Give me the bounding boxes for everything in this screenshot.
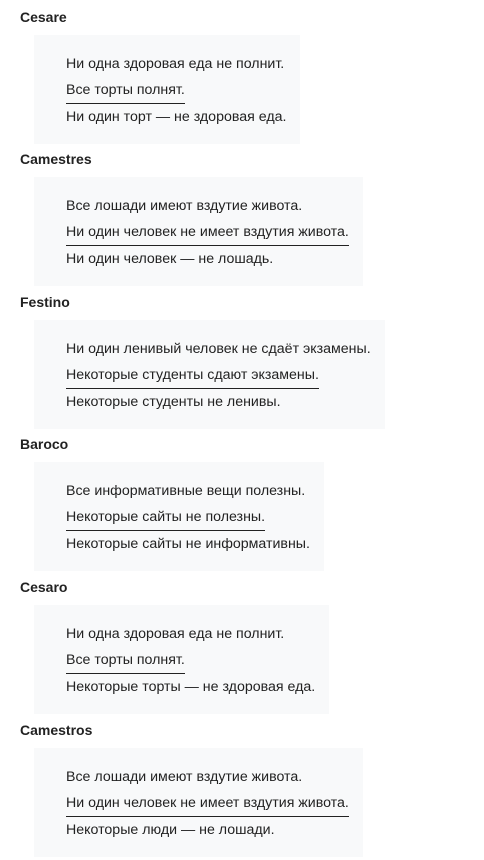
conclusion: Некоторые сайты не информативны. bbox=[66, 536, 310, 552]
premise-major: Ни одна здоровая еда не полнит. bbox=[66, 56, 285, 72]
syllogism-cesare bbox=[20, 8, 300, 144]
premise-minor: Все торты полнят. bbox=[66, 647, 185, 674]
syllogism-title: Baroco bbox=[20, 436, 69, 452]
syllogism-box bbox=[34, 462, 324, 571]
conclusion: Ни один человек — не лошадь. bbox=[66, 251, 274, 267]
premise-minor: Ни один человек не имеет вздутия живота. bbox=[66, 790, 349, 817]
syllogism-festino bbox=[20, 293, 385, 429]
syllogism-title: Festino bbox=[20, 294, 70, 310]
premise-major: Ни один ленивый человек не сдаёт экзамены. bbox=[66, 341, 371, 357]
syllogism-box bbox=[34, 35, 300, 144]
premise-major: Все информативные вещи полезны. bbox=[66, 483, 306, 499]
syllogism-cesaro bbox=[20, 578, 329, 714]
syllogism-camestres bbox=[20, 150, 363, 286]
syllogism-box bbox=[34, 748, 363, 857]
syllogism-box bbox=[34, 605, 329, 714]
conclusion: Некоторые торты — не здоровая еда. bbox=[66, 679, 316, 695]
syllogism-camestros bbox=[20, 721, 363, 857]
syllogism-title: Camestros bbox=[20, 722, 93, 738]
syllogism-title: Camestres bbox=[20, 151, 92, 167]
premise-minor: Некоторые студенты сдают экзамены. bbox=[66, 362, 319, 389]
syllogism-title: Cesaro bbox=[20, 579, 68, 595]
syllogism-title: Cesare bbox=[20, 9, 67, 25]
premise-major: Ни одна здоровая еда не полнит. bbox=[66, 626, 285, 642]
conclusion: Некоторые студенты не ленивы. bbox=[66, 394, 281, 410]
conclusion: Некоторые люди — не лошади. bbox=[66, 822, 275, 838]
conclusion: Ни один торт — не здоровая еда. bbox=[66, 109, 287, 125]
premise-major: Все лошади имеют вздутие живота. bbox=[66, 769, 303, 785]
premise-minor: Некоторые сайты не полезны. bbox=[66, 504, 265, 531]
premise-minor: Все торты полнят. bbox=[66, 77, 185, 104]
syllogism-box bbox=[34, 320, 385, 429]
premise-major: Все лошади имеют вздутие живота. bbox=[66, 198, 303, 214]
syllogism-baroco bbox=[20, 435, 324, 571]
syllogism-box bbox=[34, 177, 363, 286]
premise-minor: Ни один человек не имеет вздутия живота. bbox=[66, 219, 349, 246]
